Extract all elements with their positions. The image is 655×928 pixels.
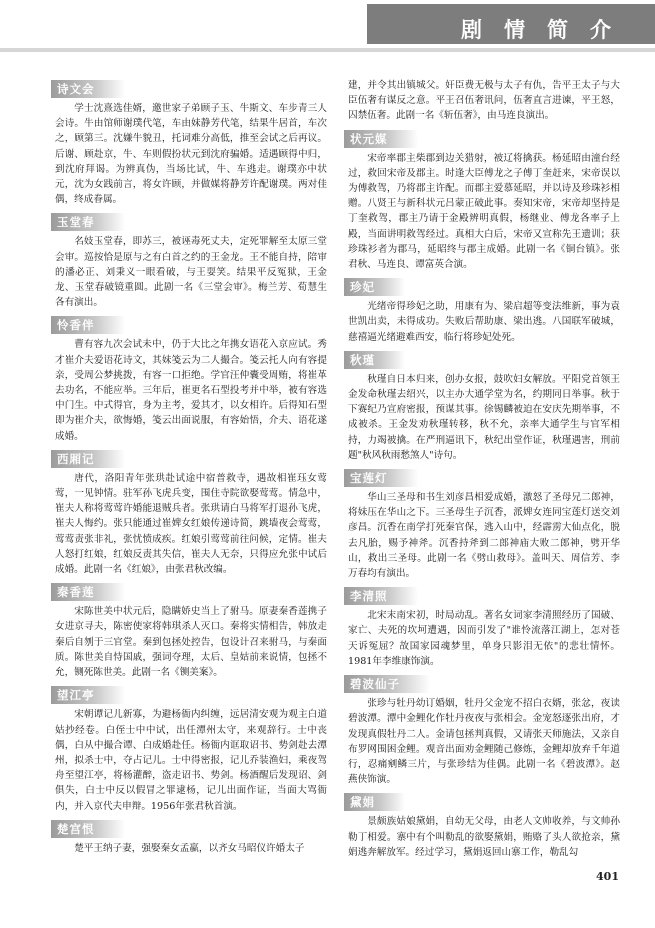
header-rule [0, 48, 655, 52]
entry-body: 宋陈世美中状元后，隐瞒娇史当上了驸马。原妻秦香莲携子女进京寻夫，陈密使家将韩琪杀人灭口。秦将实情相告，韩放走秦后自刎于三官堂。秦到包拯处控告，包设计召来驸马，与秦面质。陈世美自恃国戚，强词夺理，太后、皇姑前来说情，包拯不允，铡死陈世美。此剧一名《铡美案》。 [55, 606, 327, 679]
entry-shiwenhui [55, 78, 327, 207]
entry-qinxianglian [55, 577, 327, 680]
entry-body: 楚平王纳子妻，强娶秦女孟嬴，以齐女马昭仪许婚太子 [74, 842, 305, 854]
entry-body: 宋帝率郡主柴郡到边关猎射，被辽将擒获。杨延昭由潼台经过，救回宋帝及郡主。时逢大臣傅龙之子傅丁奎赶来，宋帝误以为傅救驾，乃将郡主许配。而郡主爱慕延昭，并以诗及珍珠衫相赠。八贤王与新科状元吕蒙正破此事。奏知宋帝，宋帝却坚持是丁奎救驾，郡主乃请于金殿辨明真假，杨继业、傅龙各率子上殿，当面讲明救驾经过。真相大白后，宋帝又宣称先王遗训；获珍珠衫者为郡马，延昭终与郡主成婚。此剧一名《铜台镇》。张君秋、马连良、谭富英合演。 [348, 152, 620, 271]
page-title: 剧情简介 [461, 18, 633, 42]
entry-body: 宋朝谭记儿新寡，为避杨衙内纠缠，远居清安观为观主白道姑抄经卷。白侄士中中试，出任潭州太守，来观辞行。士中丧偶，白从中撮合谭、白成婚赴任。杨衙内诓取诏书、势剑赴去潭州，拟杀士中，夺占记儿。士中得密报，记儿乔装渔妇，乘夜驾舟至望江亭，将杨灌醉，盗走诏书、势剑。杨酒醒后发现诏、剑俱失，白士中反以假冒之罪逮杨，记儿出面作证，当面大骂衙内，并入京代夫申辩。1956年张君秋首演。 [55, 709, 327, 812]
entry-heading: 李清照 [344, 587, 418, 605]
entry-body: 北宋末南宋初，时局动乱。著名女词家李清照经历了国破、家亡、夫死的坎坷遭遇，因而引发了"谁怜流落江湖上，怎对苍天诉冤屈？故国家园魂梦里，单身只影泪无依"的悲壮情怀。1981年李维康饰演。 [348, 610, 620, 667]
right-column [348, 78, 620, 860]
entry-chugonghen-continued [348, 78, 620, 124]
entry-baoliandeng [348, 463, 620, 581]
entry-heading: 楚宫恨 [51, 820, 125, 838]
entry-heading: 怜香伴 [51, 316, 125, 334]
entry-wangjiangting [55, 680, 327, 813]
entry-body: 建，并令其出镇城父。奸臣费无极与太子有仇，告平王太子与大臣伍奢有谋反之意。平王召伍奢讯问，伍奢直言进谏，平王怒，囚禁伍奢。此剧一名《斩伍奢》，由马连良演出。 [348, 80, 620, 122]
entry-body: 华山三圣母和书生刘彦昌相爱成婚，激怒了圣母兄二郎神，将妹压在华山之下。三圣母生子沉香，派婢女连同宝莲灯送交刘彦昌。沉香在南学打死秦官保，逃入山中，经霹雳大仙点化，脱去凡胎，赐予神斧。沉香持斧到二郎神庙大败二郎神，劈开华山，救出三圣母。此剧一名《劈山救母》。盖叫天、周信芳、李万春均有演出。 [348, 492, 620, 580]
entry-yutangchun [55, 207, 327, 310]
left-column [55, 78, 327, 856]
entry-body: 曹有容九次会试未中，仍于大比之年携女语花入京应试。秀才崔介夫爱语花诗文，其妹笺云为二人撮合。笺云托人向有容提亲，受周公梦挑拨，有容一口拒绝。学官汪仲囊受周贿，将崔革去功名，不能应举。三年后，崔更名石型投考并中举，被有容选中门生。中式得官，身为主考，爱其才，以女相许。后得知石型即为崔介夫，欲悔婚，笺云出面说服，有容始悟，介夫、语花遂成婚。 [55, 339, 327, 442]
entry-heading: 诗文会 [51, 80, 125, 98]
entry-heading: 碧波仙子 [344, 675, 430, 693]
entry-zhenfei [348, 272, 620, 345]
header-band [0, 0, 655, 62]
entry-xixiangji [55, 444, 327, 577]
entry-heading: 西厢记 [51, 450, 125, 468]
entry-qiujin [348, 345, 620, 463]
entry-body: 唐代，洛阳青年张珙赴试途中宿普救寺，遇故相崔珏女莺莺，一见钟情。驻军孙飞虎兵变，围住寺院欲娶莺莺。情急中，崔夫人称将莺莺许婚能退贼兵者。张珙请白马将军打退孙飞虎，崔夫人悔约。张只能通过崔婢女红娘传递诗简，跳墙夜会莺莺，莺莺责张非礼，张忧愤成疾。红娘引莺莺前往问候，定情。崔夫人怒打红娘，红娘反责其失信，崔夫人无奈，只得应允张中试后成婚。此剧一名《红娘》，由张君秋改编。 [55, 472, 327, 576]
entry-heading: 秋瑾 [344, 351, 405, 369]
entry-heading: 珍妃 [344, 278, 405, 296]
entry-body: 学士沈熹选佳婿，邀世家子弟顾子玉、牛斯文、车步青三人会诗。牛由馆师谢璞代笔，车由妹静芳代笔，结果牛居首，车次之，顾第三。沈嫌牛貌丑，托词难分高低，推至会试之后再议。后谢、顾赴京，牛、车则假扮状元到沈府骗婚。适遇顾得中归，到沈府拜谒。为辨真伪，当场比试，牛、车逃走。谢璞亦中状元，沈为女践前言，将女许顾，并做媒将静芳许配谢璞。两对佳偶，终成眷属。 [55, 103, 327, 206]
entry-body: 秋瑾自日本归来，创办女报，鼓吹妇女解放。平阳党首领王金发命秋瑾去绍兴，以主办大通学堂为名，约期同日举事。秋于下赛纪乃宣府密报，预谋其事。徐锡麟被迫在安庆先期举事，不成被杀。王金发劝秋瑾转移，秋不允，亲率大通学生与官军相持，力竭被擒。在严刑逼讯下，秋纪出堂作证，秋瑾遇害，刑前题"秋风秋雨愁煞人"诗句。 [348, 373, 620, 461]
page-number: 401 [596, 870, 619, 883]
entry-heading: 秦香莲 [51, 583, 125, 601]
header-title-box [367, 4, 655, 44]
entry-bibo-xianzi [348, 669, 620, 787]
entry-heading: 黛娟 [344, 793, 405, 811]
entry-body: 名妓玉堂春，即苏三，被诬毒死丈夫，定死罪解至太原三堂会审。巡按恰是原与之有白首之约的王金龙。王不能自持，陪审的潘必正、刘秉义一眼看破，与王耍笑。结果平反冤狱，王金龙、玉堂春破镜重圆。此剧一名《三堂会审》。梅兰芳、荀慧生各有演出。 [55, 236, 327, 309]
entry-zhuangyuanmei [348, 124, 620, 273]
entry-heading: 宝莲灯 [344, 469, 418, 487]
entry-body: 景颇族姑娘黛娟，自幼无父母，由老人文帅收养，与文帅孙勒丁相爱。寨中有个叫勒乱的欲娶黛娟，贿赂了头人欲抢亲，黛娟逃奔解放军。经过学习，黛娟返回山寨工作，勒乱勾 [348, 816, 620, 858]
entry-heading: 状元媒 [344, 130, 418, 148]
entry-lianxiangban [55, 310, 327, 443]
entry-heading: 望江亭 [51, 686, 125, 704]
entry-daijuan [348, 787, 620, 860]
entry-body: 张珍与牡丹幼订婚姻，牡丹父金宠不招白衣婿，张忿，夜读碧波潭。潭中金鲤化作牡丹夜夜与张相会。金宠怒逐张出府，才发现真假牡丹二人。金请包拯判真假，又请张天师施法，又亲自布罗网围困金鲤。观音出面劝金鲤随己修炼，金鲤却放弃千年道行，忍痛剜鳞三片，与张珍结为佳偶。此剧一名《碧波潭》。赵燕侠饰演。 [348, 698, 620, 786]
entry-body: 光绪帝得珍妃之助，用康有为、梁启超等变法维新，事为袁世凯出卖，未得成功。失败后帮助康、梁出逃。八国联军破城，慈禧逼光绪避难西安，临行将珍妃处死。 [348, 301, 620, 343]
entry-chugonghen [55, 814, 327, 856]
entry-heading: 玉堂春 [51, 213, 125, 231]
entry-liqingzhao [348, 581, 620, 669]
